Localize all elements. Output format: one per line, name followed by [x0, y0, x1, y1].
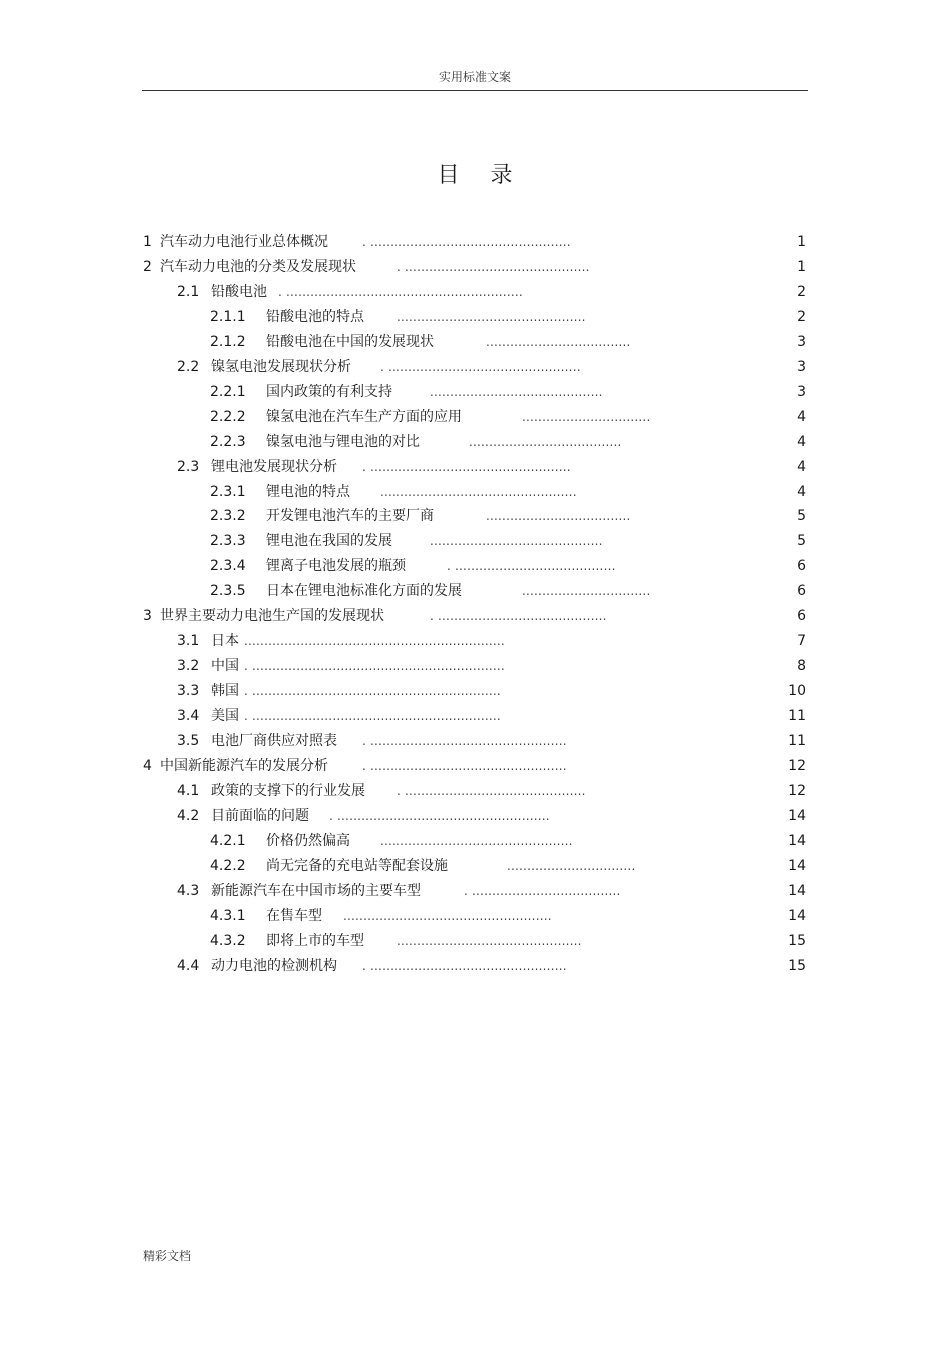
- page-header: 实用标准文案: [438, 70, 511, 84]
- toc-entry-number: 3.3: [177, 683, 200, 700]
- toc-entry-title: 中国新能源汽车的发展分析: [160, 757, 328, 774]
- toc-entry[interactable]: [0, 230, 950, 254]
- toc-entry-title: 尚无完备的充电站等配套设施: [266, 857, 448, 874]
- toc-entry[interactable]: [0, 380, 950, 404]
- toc-entry[interactable]: [0, 604, 950, 628]
- toc-entry-leader-dots: . ..................................................: [362, 235, 571, 249]
- toc-entry-leader-dots: ...........................................: [430, 534, 603, 549]
- toc-entry-leader-dots: .................................................: [380, 484, 577, 499]
- toc-entry-leader-dots: . ..............................................................: [244, 709, 501, 724]
- toc-entry-page-number: 14: [788, 857, 806, 874]
- toc-entry-title: 美国: [211, 708, 239, 725]
- toc-entry-page-number: 2: [797, 308, 806, 325]
- toc-entry-leader-dots: . ...............................................................: [244, 659, 505, 674]
- toc-entry-page-number: 3: [797, 333, 806, 350]
- toc-entry-title: 在售车型: [266, 907, 322, 924]
- toc-entry-number: 4.3: [177, 882, 200, 899]
- toc-entry-page-number: 11: [788, 708, 806, 725]
- toc-entry[interactable]: [0, 829, 950, 853]
- toc-entry-title: 目前面临的问题: [211, 807, 309, 824]
- toc-entry-leader-dots: ................................: [507, 858, 636, 873]
- toc-entry-page-number: 6: [797, 608, 806, 625]
- toc-entry[interactable]: [0, 879, 950, 903]
- toc-entry[interactable]: [0, 405, 950, 429]
- toc-entry-number: 2.3.1: [210, 483, 246, 500]
- toc-entry-number: 3.2: [177, 658, 200, 675]
- toc-entry-number: 2.3: [177, 458, 200, 475]
- toc-entry-number: 2.3.3: [210, 533, 246, 550]
- toc-entry[interactable]: [0, 579, 950, 603]
- toc-entry[interactable]: [0, 754, 950, 778]
- toc-entry-title: 铅酸电池的特点: [266, 308, 364, 325]
- toc-entry-leader-dots: . ..............................................: [397, 259, 590, 274]
- toc-entry-page-number: 11: [788, 733, 806, 749]
- toc-entry-number: 2: [143, 258, 152, 275]
- toc-entry-title: 电池厂商供应对照表: [211, 733, 337, 749]
- toc-entry-page-number: 6: [797, 558, 806, 575]
- toc-entry[interactable]: [0, 679, 950, 703]
- toc-entry-page-number: 5: [797, 508, 806, 525]
- toc-entry-number: 2.2.1: [210, 383, 246, 400]
- toc-entry-leader-dots: . .....................................................: [329, 808, 550, 823]
- toc-entry-title: 国内政策的有利支持: [266, 383, 392, 400]
- toc-entry-title: 铅酸电池在中国的发展现状: [266, 333, 434, 350]
- toc-entry-title: 新能源汽车在中国市场的主要车型: [211, 882, 421, 899]
- toc-entry-leader-dots: ................................: [522, 584, 651, 599]
- toc-entry-number: 2.1.1: [210, 308, 246, 325]
- toc-entry[interactable]: [0, 929, 950, 953]
- toc-entry-number: 2.1.2: [210, 333, 246, 350]
- page-footer: 精彩文档: [143, 1249, 192, 1263]
- toc-entry-leader-dots: . .....................................: [464, 883, 621, 898]
- toc-entry-leader-dots: . .................................................: [362, 758, 567, 773]
- toc-entry-title: 中国: [211, 658, 239, 675]
- toc-entry-title: 价格仍然偏高: [266, 832, 350, 849]
- toc-entry-leader-dots: . .............................................: [397, 783, 586, 798]
- toc-entry[interactable]: [0, 504, 950, 528]
- toc-entry[interactable]: [0, 455, 950, 479]
- toc-entry[interactable]: [0, 704, 950, 728]
- toc-entry-number: 2.3.2: [210, 508, 246, 525]
- toc-entry[interactable]: [0, 629, 950, 653]
- toc-entry-page-number: 12: [788, 757, 806, 774]
- toc-entry-title: 锂电池的特点: [266, 483, 350, 500]
- toc-entry[interactable]: [0, 854, 950, 878]
- toc-entry-number: 2.2: [177, 358, 200, 375]
- toc-entry-page-number: 1: [797, 234, 806, 250]
- toc-entry-number: 4.2.1: [210, 832, 246, 849]
- toc-entry-number: 2.1: [177, 283, 200, 300]
- header-rule: [142, 90, 808, 91]
- toc-entry[interactable]: [0, 305, 950, 329]
- toc-entry-title: 锂电池发展现状分析: [211, 458, 337, 475]
- toc-entry-page-number: 14: [788, 907, 806, 924]
- page-title: 目 录: [437, 163, 525, 188]
- toc-entry-title: 即将上市的车型: [266, 932, 364, 949]
- toc-entry-leader-dots: . ........................................: [447, 559, 616, 574]
- toc-entry-title: 日本: [211, 633, 239, 650]
- toc-entry-page-number: 15: [788, 932, 806, 949]
- toc-entry[interactable]: [0, 255, 950, 279]
- toc-entry[interactable]: [0, 529, 950, 553]
- toc-entry-leader-dots: ......................................: [469, 434, 622, 449]
- toc-entry[interactable]: [0, 654, 950, 678]
- toc-entry-page-number: 6: [797, 583, 806, 600]
- toc-entry-number: 4.2: [177, 807, 200, 824]
- toc-entry-leader-dots: ................................: [522, 409, 651, 424]
- toc-entry-page-number: 8: [797, 658, 806, 675]
- toc-entry-number: 2.3.4: [210, 558, 246, 575]
- toc-entry-page-number: 4: [797, 458, 806, 475]
- toc-entry-title: 锂离子电池发展的瓶颈: [266, 558, 406, 575]
- toc-entry-page-number: 4: [797, 433, 806, 450]
- toc-entry-leader-dots: ....................................: [486, 509, 631, 524]
- toc-entry-number: 4.3.2: [210, 932, 246, 949]
- toc-entry-leader-dots: .................................................................: [244, 634, 505, 649]
- toc-entry-number: 4.3.1: [210, 907, 246, 924]
- toc-entry-leader-dots: . ................................................: [380, 359, 581, 374]
- toc-entry-page-number: 3: [797, 358, 806, 375]
- toc-entry-title: 汽车动力电池行业总体概况: [160, 234, 328, 250]
- toc-entry-title: 汽车动力电池的分类及发展现状: [160, 258, 356, 275]
- toc-entry-page-number: 4: [797, 483, 806, 500]
- toc-entry-leader-dots: . .................................................: [362, 734, 567, 748]
- toc-entry-number: 2.3.5: [210, 583, 246, 600]
- toc-entry[interactable]: [0, 355, 950, 379]
- toc-entry[interactable]: [0, 779, 950, 803]
- toc-entry-page-number: 5: [797, 533, 806, 550]
- toc-entry-page-number: 14: [788, 807, 806, 824]
- toc-entry-leader-dots: ....................................................: [343, 908, 552, 923]
- toc-entry-title: 世界主要动力电池生产国的发展现状: [160, 608, 384, 625]
- toc-entry-title: 日本在锂电池标准化方面的发展: [266, 583, 462, 600]
- toc-entry-page-number: 15: [788, 957, 806, 974]
- toc-entry-number: 3.5: [177, 733, 200, 749]
- toc-entry-leader-dots: . ..........................................: [430, 609, 607, 624]
- toc-entry-leader-dots: . ...........................................................: [278, 284, 523, 299]
- toc-entry-leader-dots: ..............................................: [397, 933, 582, 948]
- toc-entry-number: 4.2.2: [210, 857, 246, 874]
- toc-entry-number: 2.2.2: [210, 408, 246, 425]
- toc-entry-page-number: 3: [797, 383, 806, 400]
- toc-entry-leader-dots: ...........................................: [430, 384, 603, 399]
- toc-entry[interactable]: [0, 430, 950, 454]
- toc-entry[interactable]: [0, 280, 950, 304]
- toc-entry[interactable]: [0, 480, 950, 504]
- toc-entry-number: 2.2.3: [210, 433, 246, 450]
- toc-entry-title: 动力电池的检测机构: [211, 957, 337, 974]
- toc-entry-number: 1: [143, 234, 152, 250]
- toc-entry-page-number: 14: [788, 882, 806, 899]
- toc-entry[interactable]: [0, 554, 950, 578]
- toc-entry-number: 3.4: [177, 708, 200, 725]
- toc-entry-leader-dots: . ..................................................: [362, 459, 571, 474]
- toc-entry[interactable]: [0, 804, 950, 828]
- toc-entry-number: 3.1: [177, 633, 200, 650]
- toc-entry-page-number: 2: [797, 283, 806, 300]
- toc-entry-page-number: 7: [797, 633, 806, 650]
- toc-entry-leader-dots: . ..............................................................: [244, 684, 501, 699]
- toc-entry-number: 3: [143, 608, 152, 625]
- toc-entry-title: 镍氢电池在汽车生产方面的应用: [266, 408, 462, 425]
- toc-entry-page-number: 14: [788, 832, 806, 849]
- toc-entry-leader-dots: ................................................: [380, 833, 573, 848]
- toc-entry-leader-dots: ...............................................: [397, 309, 586, 324]
- toc-entry-title: 开发锂电池汽车的主要厂商: [266, 508, 434, 525]
- toc-entry-title: 镍氢电池发展现状分析: [211, 358, 351, 375]
- toc-entry-leader-dots: . .................................................: [362, 958, 567, 973]
- toc-entry[interactable]: [0, 954, 950, 978]
- toc-entry-title: 铅酸电池: [211, 283, 267, 300]
- toc-entry-page-number: 4: [797, 408, 806, 425]
- toc-entry-title: 政策的支撑下的行业发展: [211, 782, 365, 799]
- toc-entry-number: 4: [143, 757, 152, 774]
- toc-entry-page-number: 12: [788, 782, 806, 799]
- toc-entry-page-number: 1: [797, 258, 806, 275]
- toc-entry-leader-dots: ....................................: [486, 334, 631, 349]
- toc-entry-number: 4.4: [177, 957, 200, 974]
- toc-entry-title: 锂电池在我国的发展: [266, 533, 392, 550]
- toc-entry-page-number: 10: [788, 683, 806, 700]
- toc-entry-title: 韩国: [211, 683, 239, 700]
- toc-entry-title: 镍氢电池与锂电池的对比: [266, 433, 420, 450]
- toc-entry[interactable]: [0, 729, 950, 753]
- toc-entry-number: 4.1: [177, 782, 200, 799]
- toc-entry[interactable]: [0, 330, 950, 354]
- toc-entry[interactable]: [0, 904, 950, 928]
